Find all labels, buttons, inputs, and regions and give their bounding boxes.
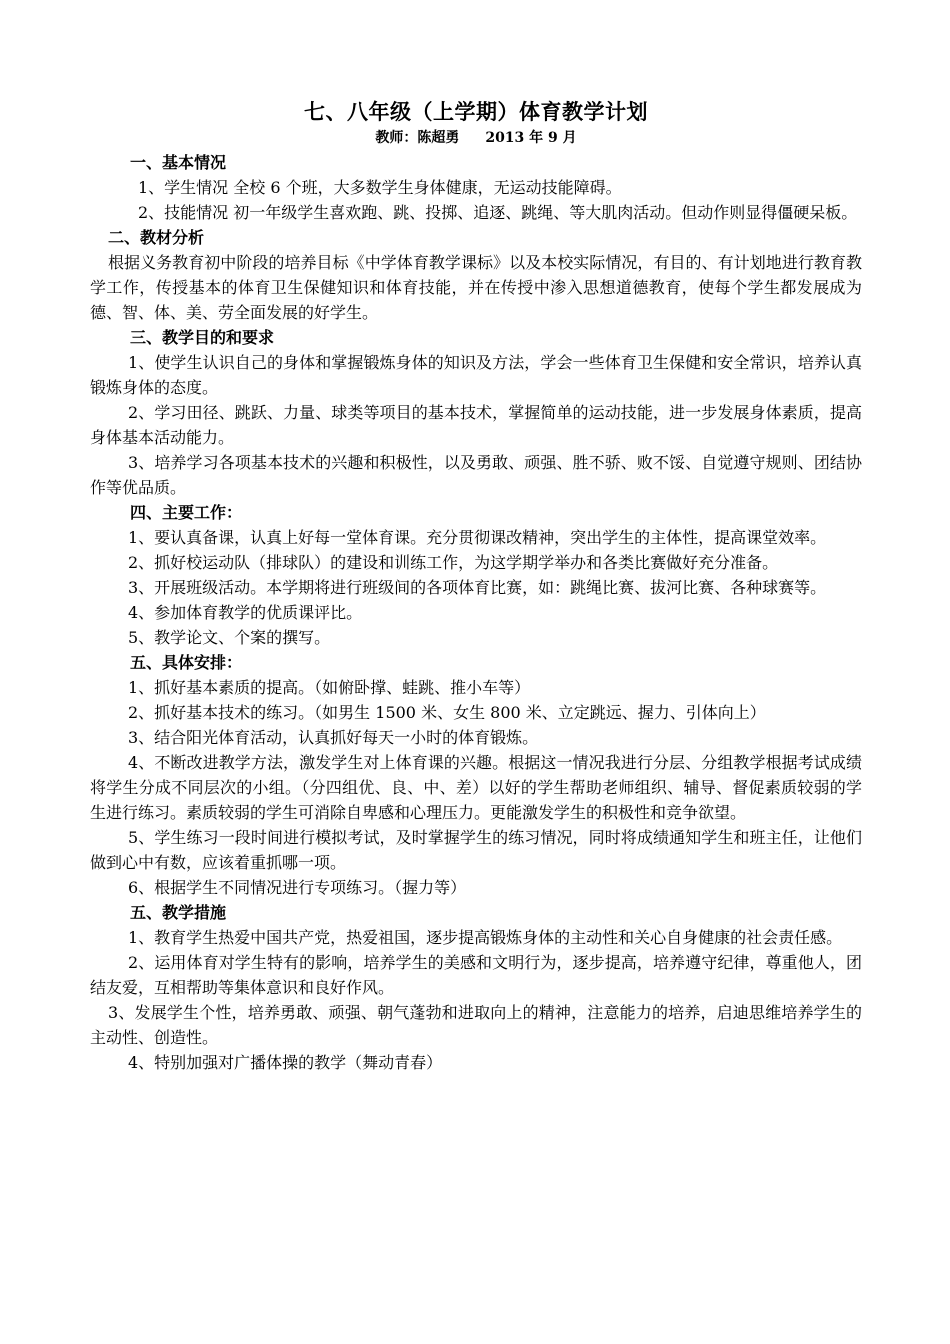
section-6-para-3: 3、发展学生个性，培养勇敢、顽强、朝气蓬勃和进取向上的精神，注意能力的培养，启迪思维培养学生的主动性、创造性。 bbox=[90, 1003, 862, 1047]
section-3-heading: 三、教学目的和要求 bbox=[130, 328, 275, 347]
section-3-para-2: 2、学习田径、跳跃、力量、球类等项目的基本技术，掌握简单的运动技能，进一步发展身体素质，提高身体基本活动能力。 bbox=[90, 403, 862, 447]
section-4-para-4: 4、参加体育教学的优质课评比。 bbox=[128, 603, 363, 622]
section-6-para-1: 1、教育学生热爱中国共产党，热爱祖国，逐步提高锻炼身体的主动性和关心自身健康的社会责任感。 bbox=[128, 928, 843, 947]
section-4-heading: 四、主要工作： bbox=[130, 503, 243, 522]
section-5-para-5: 5、学生练习一段时间进行模拟考试，及时掌握学生的练习情况，同时将成绩通知学生和班主任，让他们做到心中有数，应该着重抓哪一项。 bbox=[90, 828, 862, 872]
document-title: 七、八年级（上学期）体育教学计划 bbox=[304, 99, 648, 124]
section-1-para-1: 1、学生情况 全校 6 个班，大多数学生身体健康，无运动技能障碍。 bbox=[138, 178, 622, 197]
section-4-para-3: 3、开展班级活动。本学期将进行班级间的各项体育比赛，如：跳绳比赛、拔河比赛、各种球赛等。 bbox=[128, 578, 827, 597]
section-5-para-4: 4、不断改进教学方法，激发学生对上体育课的兴趣。根据这一情况我进行分层、分组教学根据考试成绩将学生分成不同层次的小组。（分四组优、良、中、差）以好的学生帮助老师组织、辅导、督促素质较弱的学生进行练习。素质较弱的学生可消除自卑感和心理压力。更能激发学生的积极性和竞争欲望。 bbox=[90, 753, 862, 822]
section-5-para-6: 6、根据学生不同情况进行专项练习。（握力等） bbox=[128, 878, 467, 897]
document-date: 2013 年 9 月 bbox=[485, 130, 577, 146]
section-5-para-3: 3、结合阳光体育活动，认真抓好每天一小时的体育锻炼。 bbox=[128, 728, 539, 747]
section-3-para-3: 3、培养学习各项基本技术的兴趣和积极性，以及勇敢、顽强、胜不骄、败不馁、自觉遵守规则、团结协作等优品质。 bbox=[90, 453, 862, 497]
section-2-para-1: 根据义务教育初中阶段的培养目标《中学体育教学课标》以及本校实际情况，有目的、有计划地进行教育教学工作，传授基本的体育卫生保健知识和体育技能，并在传授中渗入思想道德教育，使每个学生都发展成为德、智、体、美、劳全面发展的好学生。 bbox=[90, 253, 862, 322]
section-1-para-2: 2、技能情况 初一年级学生喜欢跑、跳、投掷、追逐、跳绳、等大肌肉活动。但动作则显得僵硬呆板。 bbox=[138, 203, 858, 222]
section-4-para-1: 1、要认真备课，认真上好每一堂体育课。充分贯彻课改精神，突出学生的主体性，提高课堂效率。 bbox=[128, 528, 827, 547]
teacher-name: 教师：陈超勇 bbox=[375, 130, 460, 146]
section-1-heading: 一、基本情况 bbox=[130, 153, 227, 172]
document-page bbox=[90, 96, 862, 1075]
section-4-para-2: 2、抓好校运动队（排球队）的建设和训练工作，为这学期学举办和各类比赛做好充分准备。 bbox=[128, 553, 779, 572]
section-6-para-2: 2、运用体育对学生特有的影响，培养学生的美感和文明行为，逐步提高，培养遵守纪律，尊重他人，团结友爱，互相帮助等集体意识和良好作风。 bbox=[90, 953, 862, 997]
section-5-para-2: 2、抓好基本技术的练习。（如男生 1500 米、女生 800 米、立定跳远、握力、引体向上） bbox=[128, 703, 766, 722]
section-4-para-5: 5、教学论文、个案的撰写。 bbox=[128, 628, 331, 647]
section-5-heading: 五、具体安排： bbox=[130, 653, 243, 672]
section-6-heading: 五、教学措施 bbox=[130, 903, 227, 922]
section-2-heading: 二、教材分析 bbox=[108, 228, 205, 247]
section-3-para-1: 1、使学生认识自己的身体和掌握锻炼身体的知识及方法，学会一些体育卫生保健和安全常识，培养认真锻炼身体的态度。 bbox=[90, 353, 862, 397]
document-byline bbox=[90, 128, 862, 148]
section-6-para-4: 4、特别加强对广播体操的教学（舞动青春） bbox=[128, 1053, 443, 1072]
section-5-para-1: 1、抓好基本素质的提高。（如俯卧撑、蛙跳、推小车等） bbox=[128, 678, 531, 697]
